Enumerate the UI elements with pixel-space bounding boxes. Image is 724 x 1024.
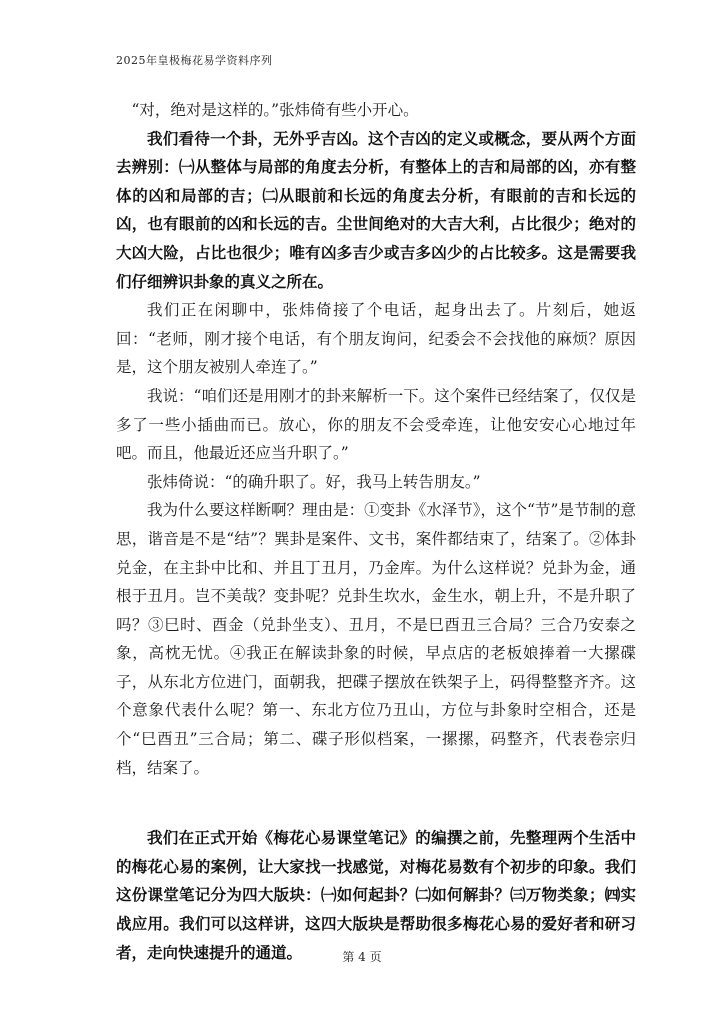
running-header: 2025年皇极梅花易学资料序列 bbox=[116, 54, 273, 67]
body-text bbox=[116, 96, 636, 967]
section-gap bbox=[116, 782, 636, 824]
paragraph-jixiong: 我们看待一个卦，无外乎吉凶。这个吉凶的定义或概念，要从两个方面去辨别：㈠从整体与局部的角度去分析，有整体上的吉和局部的凶，亦有整体的凶和局部的吉；㈡从眼前和长远的角度去分析，有眼前的吉和长远的凶，也有眼前的凶和长远的吉。尘世间绝对的大吉大利，占比很少；绝对的大凶大险，占比也很少；唯有凶多吉少或吉多凶少的占比较多。这是需要我们仔细辨识卦象的真义之所在。 bbox=[116, 128, 636, 291]
paragraph-reply: 张炜倚说：“的确升职了。好，我马上转告朋友。” bbox=[147, 472, 481, 491]
paragraph-course-intro: 我们在正式开始《梅花心易课堂笔记》的编撰之前，先整理两个生活中的梅花心易的案例，让大家找一找感觉，对梅花易数有个初步的印象。我们这份课堂笔记分为四大版块：㈠如何起卦？㈡如何解卦？㈢万物类象；㈣实战应用。我们可以这样讲，这四大版块是帮助很多梅花心易的爱好者和研习者，走向快速提升的通道。 bbox=[116, 828, 636, 962]
paragraph-phone-call: 我们正在闲聊中，张炜倚接了个电话，起身出去了。片刻后，她返回：“老师，刚才接个电话，有个朋友询问，纪委会不会找他的麻烦？原因是，这个朋友被别人牵连了。” bbox=[116, 301, 636, 377]
paragraph-analysis: 我说：“咱们还是用刚才的卦来解析一下。这个案件已经结案了，仅仅是多了一些小插曲而已。放心，你的朋友不会受牵连，让他安安心心地过年吧。而且，他最近还应当升职了。” bbox=[116, 386, 636, 463]
page-number: 第 4 页 bbox=[342, 950, 382, 964]
paragraph-quote: “对，绝对是这样的。”张炜倚有些小开心。 bbox=[131, 101, 419, 119]
paragraph-reasons: 我为什么要这样断啊？理由是：①变卦《水泽节》，这个“节”是节制的意思，谐音是不是“结”？巽卦是案件、文书，案件都结束了，结案了。②体卦兑金，在主卦中比和、并且丁丑月，乃金库。为什么这样说？兑卦为金，通根于丑月。岂不美哉？变卦呢？兑卦生坎水，金生水，朝上升，不是升职了吗？③巳时、酉金（兑卦坐支）、丑月，不是巳酉丑三合局？三合乃安泰之象，高枕无忧。④我正在解读卦象的时候，早点店的老板娘捧着一大摞碟子，从东北方位进门，面朝我，把碟子摆放在铁架子上，码得整整齐齐。这个意象代表什么呢？第一、东北方位乃丑山，方位与卦象时空相合，还是个“巳酉丑”三合局；第二、碟子形似档案，一摞摞，码整齐，代表卷宗归档，结案了。 bbox=[116, 501, 636, 777]
